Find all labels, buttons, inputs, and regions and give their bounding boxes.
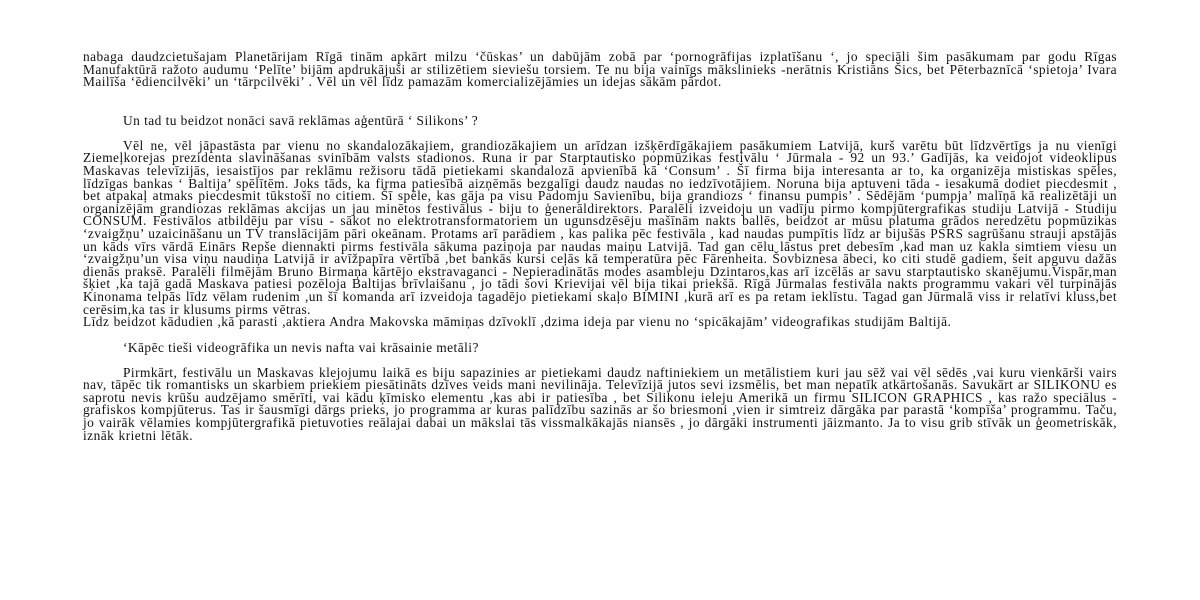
question-silikons: Un tad tu beidzot nonāci savā reklāmas aģentūrā ‘ Silikons’ ? [123, 112, 479, 128]
paragraph-planetarium: nabaga daudzcietušajam Planetārijam Rīgā tinām apkārt milzu ‘čūskas’ un dabūjām zobā par ‘pornogrāfijas izplatīšanu ‘, jo speciāli šim pasākumam par godu Rīgas Manufaktūrā ražoto audumu ‘Pelīte’ bijām apdrukājuši ar stilizētiem sieviešu torsiem. Te nu bija vainīgs mākslinieks -nerātnis Kristiāns Šics, bet Pēterbaznīcā ‘spietoja’ Ivara Mailīša ‘ēdiencilvēki’ un ‘tārpcilvēki’ . Vēl un vēl līdz pamazām komercializējāmies un idejas sākām pārdot. [83, 49, 1117, 90]
document-page [83, 51, 1117, 442]
paragraph-gap [83, 89, 1117, 114]
paragraph-silicon-graphics: Pirmkārt, festivālu un Maskavas klejojumu laikā es biju sapazinies ar pietiekami daudz naftiniekiem un metālistiem kuri jau sēž vai vēl sēdēs ,vai kuru vienkārši vairs nav, tāpēc tik romantisks un skarbiem priekiem piesātināts dzīves veids mani nevilināja. Televīzijā jutos sevi izsmēlis, bet man nepatīk atkārtošanās. Savukārt ar SILIKONU es saprotu nevis krūšu audzējamo smērīti, vai kādu ķīmisko elementu ,kas abi ir patiesība , bet Silikonu ieleju Amerikā un firmu SILICON GRAPHICS , kas ražo speciālus - grafiskos kompjūterus. Tas ir šausmīgi dārgs prieks, jo programma ar kuras palīdzību sazinās ar šo briesmoni ,vien ir simtreiz dārgāka par parastā ‘kompīša’ programmu. Taču, jo vairāk vēlamies kompjūtergrafikā pietuvoties reālajai dabai un mākslai tās vissmalkākajās niansēs , jo dārgāki instrumenti jāizmanto. Ja to visu grib stīvāk un ģeometriskāk, iznāk krietni lētāk. [83, 364, 1117, 443]
question-videografika: ‘Kāpēc tieši videogrāfika un nevis nafta vai krāsainie metāli? [123, 339, 479, 355]
paragraph-makovskis: Līdz beidzot kādudien ,kā parasti ,aktiera Andra Makovska māmiņas dzīvoklī ,dzima ideja par vienu no ‘spicākajām’ videografikas studijām Baltijā. [83, 314, 952, 330]
paragraph-gap [83, 329, 1117, 341]
paragraph-festival: Vēl ne, vēl jāpastāsta par vienu no skandalozākajiem, grandiozākajiem un arīdzan izšķērdīgākajiem pasākumiem Latvijā, kurš varētu būt līdzvērtīgs ja nu vienīgi Ziemeļkorejas prezidenta slavināšanas svinībām valsts stadionos. Runa ir par Starptautisko popmūzikas festivālu ‘ Jūrmala - 92 un 93.’ Gadījās, ka veidojot videoklipus Maskavas televīzijās, iesaistījos par reklāmu režisoru tādā pietiekami skandalozā apvienībā kā ‘Consum’ . Šī firma bija interesanta ar to, ka organizēja mistiskas spēles, līdzīgas bankas ‘ Baltija’ spēlītēm. Joks tāds, ka firma patiesībā aizņēmās bezgalīgi daudz naudas no iedzīvotājiem. Noruna bija aptuveni tāda - iesakumā dodiet piecdesmit , bet atpakaļ atmaks piecdesmit tūkstošī no citiem. Šī spēle, kas gāja pa visu Padomju Savienību, bija grandiozs ‘ finansu pumpis’ . Sēdējām ‘pumpja’ malīņā kā realizētāji un organizējām grandiozas reklāmas akcijas un jau minētos festivālus - biju to ģenerāldirektors. Paralēli izveidoju un vadīju pirmo kompjūtergrafikas studiju Latvijā - Studiju CONSUM. Festivālos atbildēju par visu - sākot no elektrotransformatoriem un ugunsdzēsēju mašīnām nakts ballēs, beidzot ar mūsu platuma grādos neredzētu popmūzikas ‘zvaigžņu’ uzaicināšanu un TV translācijām pāri okeānam. Protams arī parādiem , kas palika pēc festivāla , kad naudas pumpītis līdz ar bijušās PSRS sagrūšanu strauji apstājās un kāds vīrs vārdā Einārs Repše diennakti pirms festivāla sākuma paziņoja par naudas maiņu Latvijā. Tad gan cēlu lāstus pret debesīm ,kad man uz kakla simtiem viesu un ‘zvaigžņu’un visa viņu naudiņa Latvijā ir avīžpapīra vērtībā ,bet bankās kursi ceļās kā temperatūra pēc Fārenheita. Šovbiznesa ābeci, ko citi studē gadiem, šeit apguvu dažās dienās praksē. Paralēli filmējām Bruno Birmaņa kārtējo ekstravaganci - Nepieradinātās modes asambleju Dzintaros,kas arī izcēlās ar savu starptautisko skanējumu.Vispār,man šķiet ,ka tajā gadā Maskava patiesi pozēloja Baltijas brīvlaišanu , jo tādi šovi Krievijai vēl bija tikai priekšā. Rīgā Jūrmalas festivāla nakts programmu vakari vēl turpinājās Kinonama telpās līdz vēlam rudenim ,un šī komanda arī izveidoja tagadējo pietiekami skaļo BIMINI ,kurā arī es pa retam ieklīstu. Tagad gan Jūrmalā viss ir relatīvi kluss,bet cerēsim,ka tas ir klusums pirms vētras. [83, 137, 1117, 317]
